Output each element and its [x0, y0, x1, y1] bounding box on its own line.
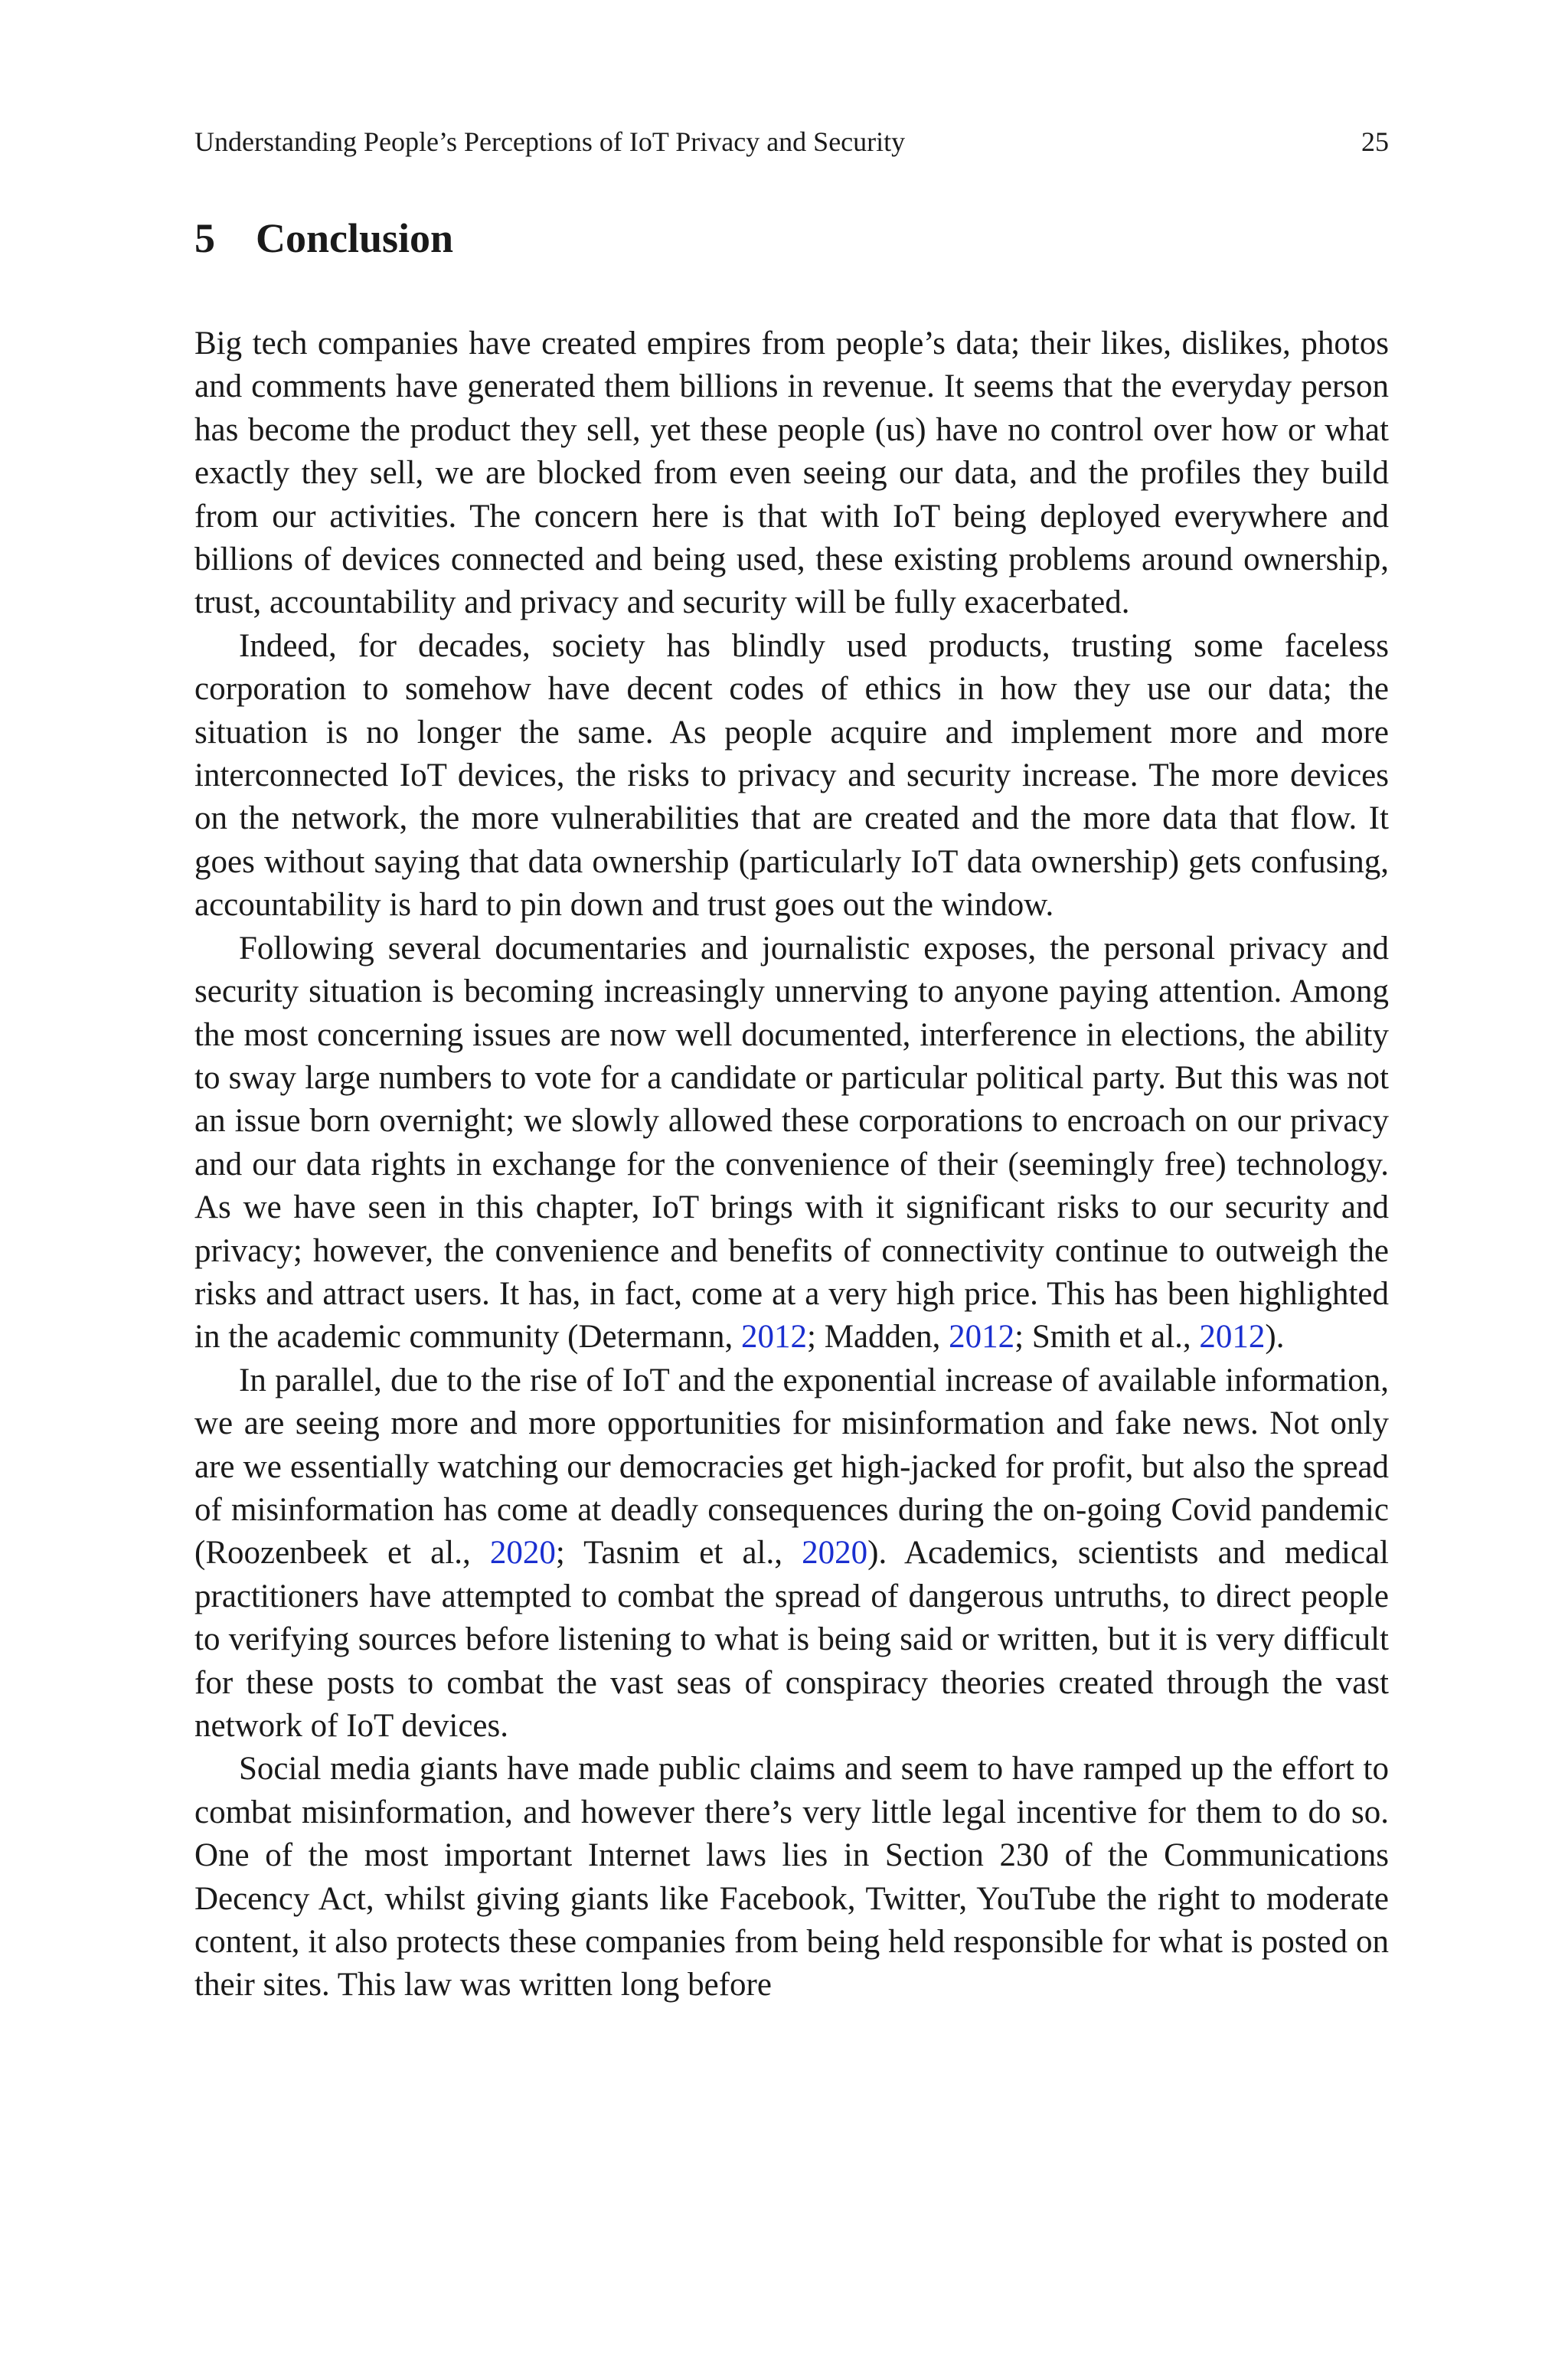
paragraph-3	[194, 927, 1389, 1359]
paragraph-4	[194, 1359, 1389, 1748]
page-number: 25	[1361, 126, 1389, 157]
citation-smith-2012[interactable]: 2012	[1199, 1319, 1266, 1356]
body-text	[194, 322, 1389, 2007]
paragraph-4-end: ). Academics, scientists and medical practitioners have attempted to combat the spread of dangerous untruths, to direct people to verifying sources before listening to what is being said or written, but it is very difficult for these posts to combat the vast seas of conspiracy theories created through the vast network of IoT devices.	[194, 1535, 1390, 1744]
paragraph-4-sep-1: ; Tasnim et al.,	[555, 1535, 802, 1572]
citation-tasnim-2020[interactable]: 2020	[802, 1535, 868, 1572]
paragraph-3-text: Following several documentaries and journalistic exposes, the personal privacy and security situation is becoming increasingly unnerving to anyone paying attention. Among the most concerning issues are now well documented, interference in elections, the ability to sway large numbers to vote for a candidate or particular political party. But this was not an issue born overnight; we slowly allowed these corporations to encroach on our privacy and our data rights in exchange for the convenience of their (seemingly free) technology. As we have seen in this chapter, IoT brings with it significant risks to our security and privacy; however, the convenience and benefits of connectivity continue to outweigh the risks and attract users. It has, in fact, come at a very high price. This has been highlighted in the academic community (Determann,	[194, 930, 1389, 1356]
paragraph-3-end: ).	[1265, 1319, 1285, 1356]
paragraph-5: Social media giants have made public claims and seem to have ramped up the effort to combat misinformation, and however there’s very little legal incentive for them to do so. One of the most important Internet laws lies in Section 230 of the Communications Decency Act, whilst giving giants like Facebook, Twitter, YouTube the right to moderate content, it also protects these companies from being held responsible for what is posted on their sites. This law was written long before	[194, 1751, 1389, 2003]
running-title: Understanding People’s Perceptions of IoT Privacy and Security	[194, 126, 906, 157]
section-title: Conclusion	[256, 215, 454, 261]
paragraph-2: Indeed, for decades, society has blindly used products, trusting some faceless corporation to somehow have decent codes of ethics in how they use our data; the situation is no longer the same. As people acquire and implement more and more interconnected IoT devices, the risks to privacy and security increase. The more devices on the network, the more vulnerabilities that are created and the more data that flow. It goes without saying that data ownership (particularly IoT data ownership) gets confusing, accountability is hard to pin down and trust goes out the window.	[194, 627, 1389, 924]
paragraph-4-text: In parallel, due to the rise of IoT and the exponential increase of available information, we are seeing more and more opportunities for misinformation and fake news. Not only are we essentially watching our democracies get high-jacked for profit, but also the spread of misinformation has come at deadly consequences during the on-going Covid pandemic (Roozenbeek et al.,	[194, 1362, 1389, 1572]
section-heading	[194, 213, 453, 263]
section-number: 5	[194, 215, 215, 261]
citation-determann-2012[interactable]: 2012	[741, 1319, 808, 1356]
paragraph-3-sep-2: ; Smith et al.,	[1014, 1319, 1200, 1356]
citation-roozenbeek-2020[interactable]: 2020	[489, 1535, 556, 1572]
paragraph-1: Big tech companies have created empires from people’s data; their likes, dislikes, photos and comments have generated them billions in revenue. It seems that the everyday person has become the product they sell, yet these people (us) have no control over how or what exactly they sell, we are blocked from even seeing our data, and the profiles they build from our activities. The concern here is that with IoT being deployed everywhere and billions of devices connected and being used, these existing problems around ownership, trust, accountability and privacy and security will be fully exacerbated.	[194, 325, 1389, 621]
citation-madden-2012[interactable]: 2012	[949, 1319, 1015, 1356]
paragraph-3-sep-1: ; Madden,	[807, 1319, 949, 1356]
